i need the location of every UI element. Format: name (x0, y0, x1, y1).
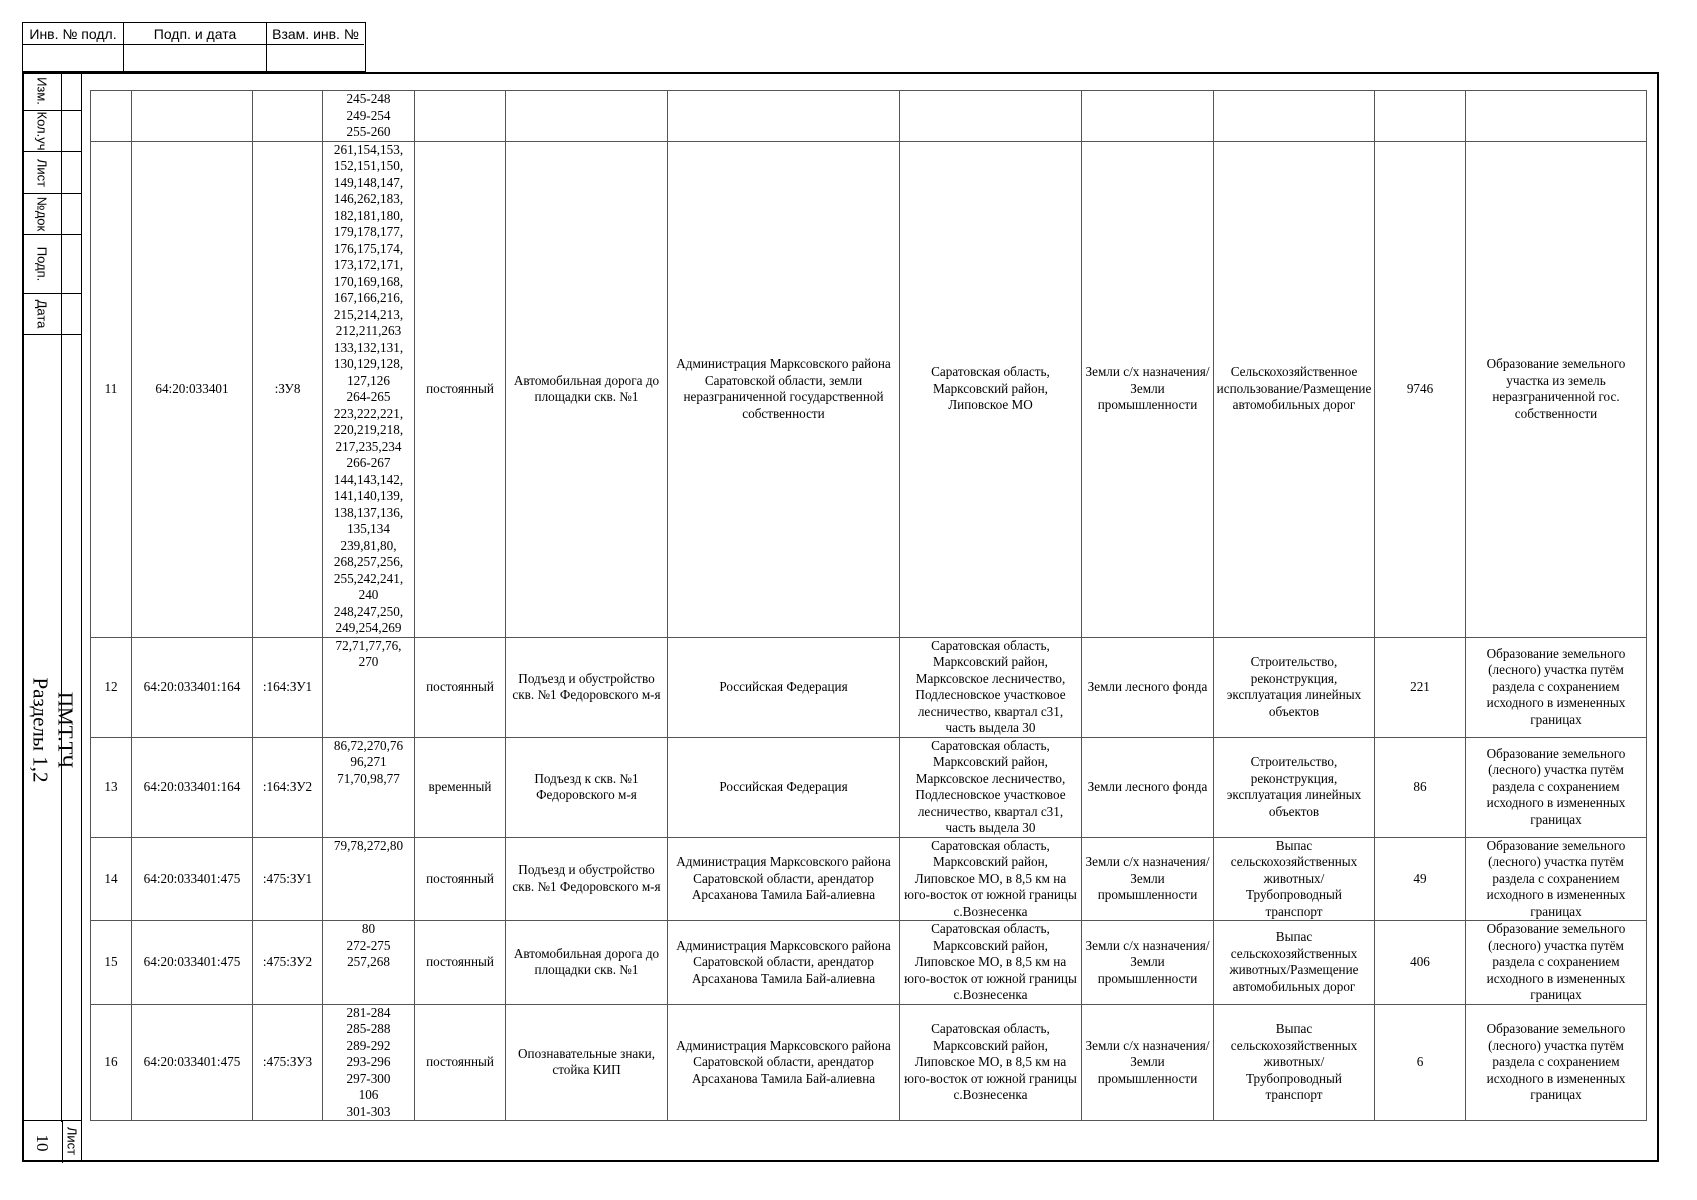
boundary-point-line: 301-303 (346, 1103, 391, 1119)
boundary-point-line: 176,175,174, (333, 240, 404, 256)
boundary-point-line: 266-267 (346, 455, 391, 470)
location-cell: Саратовская область, Марксовский район, Липовское МО (900, 141, 1082, 637)
sheet-number-box (22, 1120, 82, 1162)
boundary-point-line: 144,143,142, (333, 471, 404, 487)
location-cell: Саратовская область, Марксовский район, Липовское МО, в 8,5 км на юго-восток от южной границы с.Вознесенка (900, 1004, 1082, 1121)
table-row (91, 737, 1647, 837)
boundary-point-line: 130,129,128, (333, 356, 404, 371)
stamp-value-replace-inv (267, 45, 364, 71)
boundary-point-line: 79,78,272,80 (333, 837, 404, 853)
row-number-cell: 14 (91, 837, 132, 921)
sheet-label: Лист (64, 1126, 80, 1156)
location-cell: Саратовская область, Марксовский район, Марксовское лесничество, Подлесновское участковое лесничество, квартал с31, часть выдела 30 (900, 637, 1082, 737)
boundary-point-line: 135,134 (347, 521, 390, 536)
table-row (91, 637, 1647, 737)
boundary-point-line: 80 (361, 921, 376, 936)
owner-cell: Администрация Марксовского района Саратовской области, арендатор Арсаханова Тамила Бай-алиевна (668, 1004, 900, 1121)
use-term-cell: постоянный (415, 637, 506, 737)
formation-method-cell: Образование земельного участка из земель неразграниченной гос. собственности (1466, 141, 1647, 637)
purpose-cell (506, 91, 668, 142)
boundary-point-line: 141,140,139, (333, 488, 404, 503)
purpose-cell: Подъезд и обустройство скв. №1 Федоровского м-я (506, 837, 668, 921)
plot-designation-cell: :475:ЗУ1 (253, 837, 323, 921)
cadastral-number-cell: 64:20:033401:164 (132, 637, 253, 737)
location-cell (900, 91, 1082, 142)
boundary-point-line: 248,247,250, (333, 603, 404, 619)
formation-method-cell: Образование земельного (лесного) участка путём раздела с сохранением исходного в измененных границах (1466, 637, 1647, 737)
revision-label-list: Лист (22, 152, 62, 194)
boundary-point-line: 257,268 (347, 954, 390, 969)
owner-cell: Администрация Марксовского района Саратовской области, арендатор Арсаханова Тамила Бай-алиевна (668, 837, 900, 921)
area-cell: 86 (1375, 737, 1466, 837)
plot-designation-cell: :ЗУ8 (253, 141, 323, 637)
revision-block (22, 72, 82, 335)
permitted-use-cell: Выпас сельскохозяйственных животных/Размещение автомобильных дорог (1214, 921, 1375, 1005)
owner-cell: Администрация Марксовского района Саратовской области, арендатор Арсаханова Тамила Бай-алиевна (668, 921, 900, 1005)
location-cell: Саратовская область, Марксовский район, Липовское МО, в 8,5 км на юго-восток от южной границы с.Вознесенка (900, 921, 1082, 1005)
boundary-point-line: 71,70,98,77 (337, 770, 400, 786)
boundary-point-line: 133,132,131, (333, 339, 404, 355)
boundary-points-cell (323, 837, 415, 921)
owner-cell: Российская Федерация (668, 637, 900, 737)
table-row (91, 1004, 1647, 1121)
use-term-cell: постоянный (415, 1004, 506, 1121)
stamp-value-sign-date (124, 45, 267, 71)
purpose-cell: Подъезд к скв. №1 Федоровского м-я (506, 737, 668, 837)
permitted-use-cell: Выпас сельскохозяйственных животных/Трубопроводный транспорт (1214, 837, 1375, 921)
stamp-value-inv-no (23, 45, 124, 71)
boundary-point-line: 146,262,183, (333, 191, 404, 206)
boundary-point-line: 215,214,213, (333, 306, 404, 322)
boundary-point-line: 96,271 (350, 754, 387, 769)
land-category-cell: Земли с/х назначения/Земли промышленности (1082, 1004, 1214, 1121)
use-term-cell: постоянный (415, 141, 506, 637)
approval-stamp (22, 22, 366, 72)
row-number-cell (91, 91, 132, 142)
permitted-use-cell (1214, 91, 1375, 142)
boundary-point-line: 240 (358, 587, 379, 602)
use-term-cell: временный (415, 737, 506, 837)
boundary-points-cell (323, 737, 415, 837)
stamp-header-inv-no: Инв. № подл. (23, 23, 124, 45)
boundary-point-line: 167,166,216, (333, 290, 404, 305)
boundary-point-line: 255,242,241, (333, 570, 404, 586)
permitted-use-cell: Строительство, реконструкция, эксплуатация линейных объектов (1214, 637, 1375, 737)
boundary-point-line: 127,126 (347, 372, 390, 388)
formation-method-cell (1466, 91, 1647, 142)
location-cell: Саратовская область, Марксовский район, Липовское МО, в 8,5 км на юго-восток от южной границы с.Вознесенка (900, 837, 1082, 921)
cadastral-number-cell: 64:20:033401:475 (132, 837, 253, 921)
revision-label-izm: Изм. (22, 72, 62, 111)
formation-method-cell: Образование земельного (лесного) участка путём раздела с сохранением исходного в измененных границах (1466, 1004, 1647, 1121)
boundary-point-line: 268,257,256, (333, 554, 404, 569)
boundary-points-cell (323, 1004, 415, 1121)
use-term-cell: постоянный (415, 837, 506, 921)
boundary-points-cell (323, 921, 415, 1005)
plot-designation-cell: :164:ЗУ2 (253, 737, 323, 837)
use-term-cell: постоянный (415, 921, 506, 1005)
formation-method-cell: Образование земельного (лесного) участка путём раздела с сохранением исходного в измененных границах (1466, 837, 1647, 921)
boundary-points-cell (323, 637, 415, 737)
boundary-point-line: 245-248 (346, 91, 391, 106)
boundary-points-cell (323, 141, 415, 637)
cadastral-number-cell (132, 91, 253, 142)
formation-method-cell: Образование земельного (лесного) участка путём раздела с сохранением исходного в измененных границах (1466, 737, 1647, 837)
boundary-point-line: 239,81,80, (340, 537, 397, 553)
document-code: ПМТ.ТЧ (53, 691, 78, 769)
table-row (91, 837, 1647, 921)
table-row (91, 141, 1647, 637)
cadastral-number-cell: 64:20:033401:164 (132, 737, 253, 837)
boundary-point-line: 289-292 (346, 1037, 391, 1053)
table-row (91, 921, 1647, 1005)
land-category-cell: Земли с/х назначения/Земли промышленности (1082, 141, 1214, 637)
sheet-number: 10 (33, 1134, 52, 1152)
document-sections: Разделы 1,2 (28, 677, 53, 783)
owner-cell (668, 91, 900, 142)
boundary-point-line: 297-300 (346, 1070, 391, 1086)
row-number-cell: 15 (91, 921, 132, 1005)
purpose-cell: Автомобильная дорога до площадки скв. №1 (506, 141, 668, 637)
boundary-point-line: 293-296 (346, 1054, 391, 1069)
plot-designation-cell: :475:ЗУ2 (253, 921, 323, 1005)
area-cell: 406 (1375, 921, 1466, 1005)
boundary-point-line: 149,148,147, (333, 174, 404, 190)
boundary-point-line: 179,178,177, (333, 224, 404, 239)
formation-method-cell: Образование земельного (лесного) участка путём раздела с сохранением исходного в измененных границах (1466, 921, 1647, 1005)
revision-label-data: Дата (22, 294, 62, 335)
land-category-cell: Земли с/х назначения/Земли промышленности (1082, 921, 1214, 1005)
land-category-cell: Земли лесного фонда (1082, 737, 1214, 837)
boundary-point-line: 281-284 (346, 1004, 391, 1020)
stamp-header-replace-inv: Взам. инв. № (267, 23, 364, 45)
boundary-point-line: 249-254 (346, 107, 391, 123)
row-number-cell: 12 (91, 637, 132, 737)
boundary-point-line: 173,172,171, (333, 257, 404, 272)
boundary-point-line: 261,154,153, (333, 141, 404, 157)
revision-label-ndok: №док (22, 194, 62, 235)
area-cell: 221 (1375, 637, 1466, 737)
boundary-point-line: 223,222,221, (333, 405, 404, 421)
area-cell: 6 (1375, 1004, 1466, 1121)
boundary-point-line: 285-288 (346, 1021, 391, 1036)
owner-cell: Администрация Марксовского района Саратовской области, земли неразграниченной государственной собственности (668, 141, 900, 637)
area-cell (1375, 91, 1466, 142)
location-cell: Саратовская область, Марксовский район, Марксовское лесничество, Подлесновское участковое лесничество, квартал с31, часть выдела 30 (900, 737, 1082, 837)
boundary-point-line: 255-260 (346, 124, 391, 139)
land-plots-table (90, 90, 1647, 1121)
permitted-use-cell: Выпас сельскохозяйственных животных/Трубопроводный транспорт (1214, 1004, 1375, 1121)
cadastral-number-cell: 64:20:033401:475 (132, 1004, 253, 1121)
purpose-cell: Подъезд и обустройство скв. №1 Федоровского м-я (506, 637, 668, 737)
document-name-block (22, 335, 82, 1125)
boundary-point-line: 72,71,77,76, (335, 637, 402, 653)
boundary-point-line: 152,151,150, (333, 158, 404, 173)
area-cell: 49 (1375, 837, 1466, 921)
row-number-cell: 13 (91, 737, 132, 837)
boundary-point-line: 170,169,168, (333, 273, 404, 289)
permitted-use-cell: Сельскохозяйственное использование/Размещение автомобильных дорог (1214, 141, 1375, 637)
boundary-point-line: 86,72,270,76 (333, 737, 404, 753)
boundary-points-cell (323, 91, 415, 142)
use-term-cell (415, 91, 506, 142)
boundary-point-line: 217,235,234 (335, 438, 402, 454)
land-category-cell: Земли лесного фонда (1082, 637, 1214, 737)
revision-label-podp: Подп. (22, 235, 62, 294)
area-cell: 9746 (1375, 141, 1466, 637)
revision-label-kol: Кол.уч (22, 111, 62, 152)
row-number-cell: 11 (91, 141, 132, 637)
cadastral-number-cell: 64:20:033401:475 (132, 921, 253, 1005)
boundary-point-line: 220,219,218, (333, 422, 404, 437)
stamp-header-sign-date: Подп. и дата (124, 23, 267, 45)
plot-designation-cell: :164:ЗУ1 (253, 637, 323, 737)
boundary-point-line: 138,137,136, (333, 504, 404, 520)
plot-designation-cell (253, 91, 323, 142)
cadastral-number-cell: 64:20:033401 (132, 141, 253, 637)
land-category-cell: Земли с/х назначения/Земли промышленности (1082, 837, 1214, 921)
plot-designation-cell: :475:ЗУ3 (253, 1004, 323, 1121)
boundary-point-line: 249,254,269 (335, 620, 402, 635)
boundary-point-line: 272-275 (346, 937, 391, 953)
boundary-point-line: 182,181,180, (333, 207, 404, 223)
purpose-cell: Опознавательные знаки, стойка КИП (506, 1004, 668, 1121)
boundary-point-line: 212,211,263 (335, 323, 402, 338)
boundary-point-line: 106 (358, 1087, 379, 1102)
table-row (91, 91, 1647, 142)
boundary-point-line: 264-265 (346, 389, 391, 404)
permitted-use-cell: Строительство, реконструкция, эксплуатация линейных объектов (1214, 737, 1375, 837)
owner-cell: Российская Федерация (668, 737, 900, 837)
purpose-cell: Автомобильная дорога до площадки скв. №1 (506, 921, 668, 1005)
row-number-cell: 16 (91, 1004, 132, 1121)
boundary-point-line: 270 (358, 654, 379, 669)
land-category-cell (1082, 91, 1214, 142)
